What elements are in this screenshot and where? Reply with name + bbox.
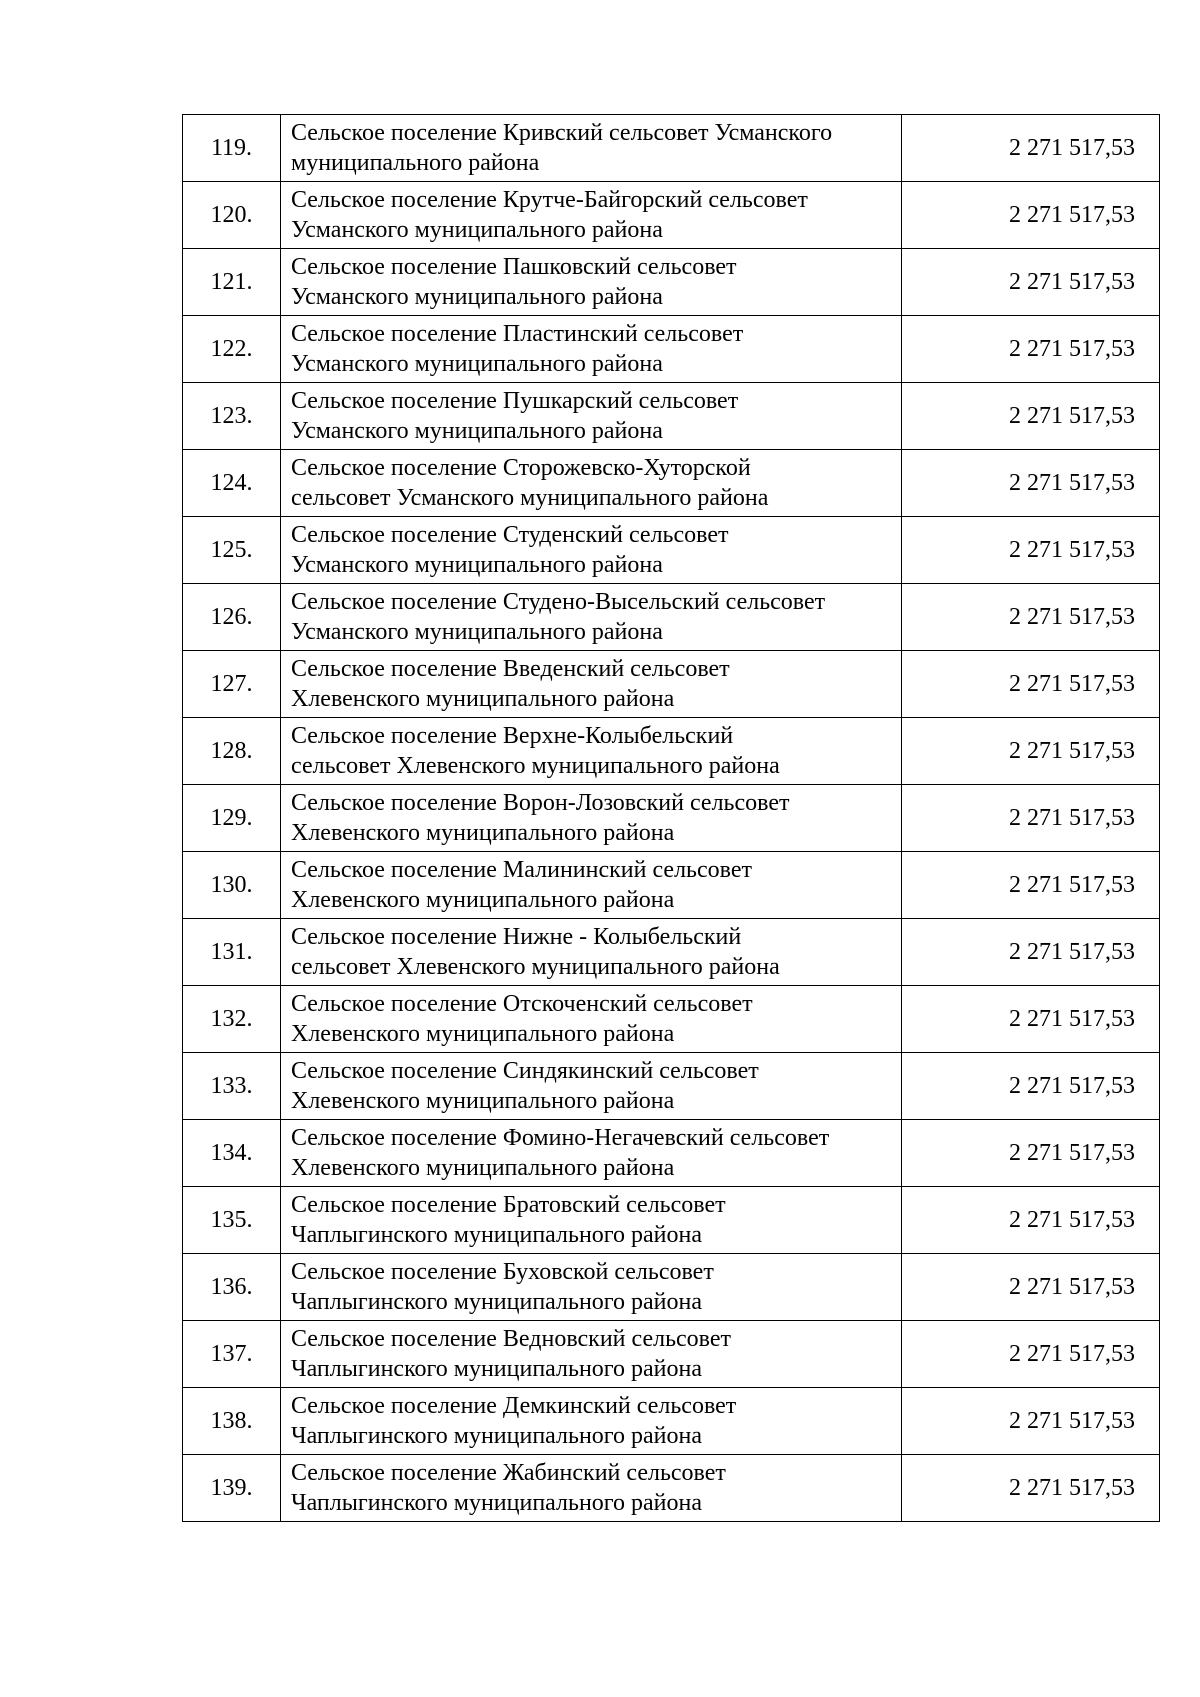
settlement-name-line: Усманского муниципального района bbox=[291, 351, 663, 377]
table-row bbox=[183, 383, 1160, 450]
settlement-name-line: Чаплыгинского муниципального района bbox=[291, 1423, 703, 1449]
table-row bbox=[183, 115, 1160, 182]
settlement-name-line: Усманского муниципального района bbox=[291, 284, 663, 310]
table-row bbox=[183, 1120, 1160, 1187]
settlement-name-line: Чаплыгинского муниципального района bbox=[291, 1289, 703, 1315]
settlement-name-line: Хлевенского муниципального района bbox=[291, 1021, 675, 1047]
row-number: 130. bbox=[183, 852, 281, 919]
settlement-name bbox=[281, 1321, 902, 1388]
amount-value: 2 271 517,53 bbox=[902, 1321, 1160, 1388]
settlement-name-line: Сельское поселение Жабинский сельсовет bbox=[291, 1460, 726, 1486]
row-number: 119. bbox=[183, 115, 281, 182]
table-row bbox=[183, 1455, 1160, 1522]
amount-value: 2 271 517,53 bbox=[902, 517, 1160, 584]
row-number: 134. bbox=[183, 1120, 281, 1187]
table-row bbox=[183, 1053, 1160, 1120]
table-row bbox=[183, 986, 1160, 1053]
settlement-name-line: муниципального района bbox=[291, 150, 540, 176]
settlement-name-line: Чаплыгинского муниципального района bbox=[291, 1356, 703, 1382]
row-number: 124. bbox=[183, 450, 281, 517]
settlement-name-line: Сельское поселение Студенский сельсовет bbox=[291, 522, 729, 548]
amount-value: 2 271 517,53 bbox=[902, 1120, 1160, 1187]
amount-value: 2 271 517,53 bbox=[902, 852, 1160, 919]
settlement-name bbox=[281, 1120, 902, 1187]
table-row bbox=[183, 450, 1160, 517]
table-row bbox=[183, 651, 1160, 718]
settlement-name bbox=[281, 115, 902, 182]
row-number: 139. bbox=[183, 1455, 281, 1522]
table-row bbox=[183, 1254, 1160, 1321]
settlement-name-line: Сельское поселение Ворон-Лозовский сельсовет bbox=[291, 790, 790, 816]
settlement-name bbox=[281, 651, 902, 718]
row-number: 135. bbox=[183, 1187, 281, 1254]
settlement-name-line: Сельское поселение Демкинский сельсовет bbox=[291, 1393, 737, 1419]
settlement-name bbox=[281, 1455, 902, 1522]
table-row bbox=[183, 182, 1160, 249]
settlement-name-line: Сельское поселение Малининский сельсовет bbox=[291, 857, 752, 883]
settlement-name bbox=[281, 584, 902, 651]
amount-value: 2 271 517,53 bbox=[902, 1388, 1160, 1455]
row-number: 131. bbox=[183, 919, 281, 986]
row-number: 123. bbox=[183, 383, 281, 450]
settlement-name-line: Сельское поселение Буховской сельсовет bbox=[291, 1259, 714, 1285]
settlement-name-line: Сельское поселение Синдякинский сельсовет bbox=[291, 1058, 759, 1084]
settlement-name-line: Усманского муниципального района bbox=[291, 552, 663, 578]
settlement-name bbox=[281, 182, 902, 249]
table-row bbox=[183, 1321, 1160, 1388]
settlement-name-line: Сельское поселение Студено-Высельский сельсовет bbox=[291, 589, 826, 615]
row-number: 132. bbox=[183, 986, 281, 1053]
settlement-name-line: Хлевенского муниципального района bbox=[291, 820, 675, 846]
settlement-name bbox=[281, 249, 902, 316]
row-number: 127. bbox=[183, 651, 281, 718]
settlement-name-line: сельсовет Хлевенского муниципального района bbox=[291, 753, 780, 779]
settlement-name bbox=[281, 785, 902, 852]
row-number: 120. bbox=[183, 182, 281, 249]
settlement-name-line: Усманского муниципального района bbox=[291, 619, 663, 645]
settlement-name-line: Усманского муниципального района bbox=[291, 418, 663, 444]
row-number: 137. bbox=[183, 1321, 281, 1388]
settlement-name-line: сельсовет Усманского муниципального района bbox=[291, 485, 769, 511]
settlement-name-line: Сельское поселение Пластинский сельсовет bbox=[291, 321, 744, 347]
amount-value: 2 271 517,53 bbox=[902, 1053, 1160, 1120]
row-number: 126. bbox=[183, 584, 281, 651]
settlement-name bbox=[281, 316, 902, 383]
settlement-name-line: Сельское поселение Кривский сельсовет Усманского bbox=[291, 120, 833, 146]
settlement-name-line: Сельское поселение Нижне - Колыбельский bbox=[291, 924, 742, 950]
amount-value: 2 271 517,53 bbox=[902, 115, 1160, 182]
settlement-name-line: Сельское поселение Введенский сельсовет bbox=[291, 656, 730, 682]
amount-value: 2 271 517,53 bbox=[902, 1187, 1160, 1254]
settlement-name bbox=[281, 852, 902, 919]
settlement-name bbox=[281, 1254, 902, 1321]
settlement-name bbox=[281, 986, 902, 1053]
settlement-name-line: Сельское поселение Верхне-Колыбельский bbox=[291, 723, 734, 749]
settlement-name-line: Хлевенского муниципального района bbox=[291, 1088, 675, 1114]
row-number: 122. bbox=[183, 316, 281, 383]
settlement-name bbox=[281, 450, 902, 517]
table-row bbox=[183, 249, 1160, 316]
settlement-name bbox=[281, 1053, 902, 1120]
amount-value: 2 271 517,53 bbox=[902, 182, 1160, 249]
row-number: 125. bbox=[183, 517, 281, 584]
settlement-name bbox=[281, 1187, 902, 1254]
table-row bbox=[183, 316, 1160, 383]
table-row bbox=[183, 584, 1160, 651]
row-number: 138. bbox=[183, 1388, 281, 1455]
amount-value: 2 271 517,53 bbox=[902, 584, 1160, 651]
settlements-table-body bbox=[183, 115, 1160, 1522]
amount-value: 2 271 517,53 bbox=[902, 919, 1160, 986]
settlement-name-line: Сельское поселение Пушкарский сельсовет bbox=[291, 388, 739, 414]
amount-value: 2 271 517,53 bbox=[902, 1455, 1160, 1522]
table-row bbox=[183, 517, 1160, 584]
table-row bbox=[183, 718, 1160, 785]
settlement-name-line: Хлевенского муниципального района bbox=[291, 686, 675, 712]
amount-value: 2 271 517,53 bbox=[902, 450, 1160, 517]
table-row bbox=[183, 852, 1160, 919]
settlement-name-line: Сельское поселение Отскоченский сельсовет bbox=[291, 991, 753, 1017]
settlement-name-line: Сельское поселение Ведновский сельсовет bbox=[291, 1326, 732, 1352]
settlement-name-line: Сельское поселение Пашковский сельсовет bbox=[291, 254, 737, 280]
settlement-name-line: Хлевенского муниципального района bbox=[291, 1155, 675, 1181]
settlement-name bbox=[281, 919, 902, 986]
settlement-name-line: Чаплыгинского муниципального района bbox=[291, 1222, 703, 1248]
settlement-name bbox=[281, 718, 902, 785]
amount-value: 2 271 517,53 bbox=[902, 986, 1160, 1053]
settlement-name-line: сельсовет Хлевенского муниципального района bbox=[291, 954, 780, 980]
row-number: 133. bbox=[183, 1053, 281, 1120]
table-row bbox=[183, 1388, 1160, 1455]
settlement-name-line: Усманского муниципального района bbox=[291, 217, 663, 243]
settlement-name bbox=[281, 517, 902, 584]
table-row bbox=[183, 919, 1160, 986]
amount-value: 2 271 517,53 bbox=[902, 249, 1160, 316]
settlement-name-line: Чаплыгинского муниципального района bbox=[291, 1490, 703, 1516]
table-row bbox=[183, 785, 1160, 852]
row-number: 136. bbox=[183, 1254, 281, 1321]
table-row bbox=[183, 1187, 1160, 1254]
settlement-name-line: Сельское поселение Фомино-Негачевский сельсовет bbox=[291, 1125, 830, 1151]
amount-value: 2 271 517,53 bbox=[902, 383, 1160, 450]
settlement-name-line: Хлевенского муниципального района bbox=[291, 887, 675, 913]
amount-value: 2 271 517,53 bbox=[902, 651, 1160, 718]
settlement-name bbox=[281, 1388, 902, 1455]
settlement-name-line: Сельское поселение Сторожевско-Хуторской bbox=[291, 455, 751, 481]
row-number: 121. bbox=[183, 249, 281, 316]
amount-value: 2 271 517,53 bbox=[902, 718, 1160, 785]
row-number: 128. bbox=[183, 718, 281, 785]
settlement-name-line: Сельское поселение Крутче-Байгорский сельсовет bbox=[291, 187, 808, 213]
settlement-name-line: Сельское поселение Братовский сельсовет bbox=[291, 1192, 726, 1218]
settlement-name bbox=[281, 383, 902, 450]
row-number: 129. bbox=[183, 785, 281, 852]
amount-value: 2 271 517,53 bbox=[902, 1254, 1160, 1321]
amount-value: 2 271 517,53 bbox=[902, 785, 1160, 852]
amount-value: 2 271 517,53 bbox=[902, 316, 1160, 383]
settlements-table bbox=[182, 114, 1160, 1522]
